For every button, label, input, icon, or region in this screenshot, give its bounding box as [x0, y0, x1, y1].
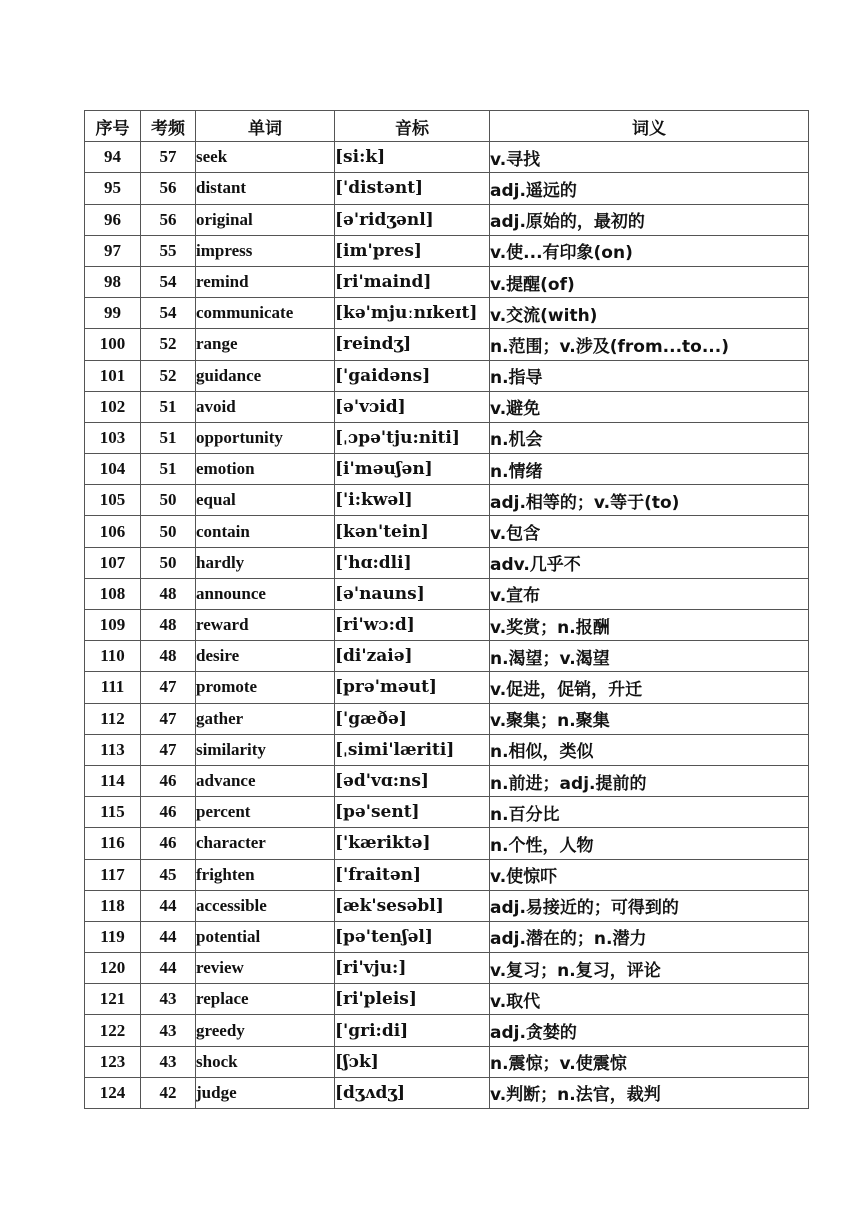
row-index: 94 — [85, 142, 141, 173]
table-header-row — [85, 111, 809, 142]
row-word: character — [196, 828, 335, 859]
row-phonetic: ['gæðə] — [335, 703, 490, 734]
row-index: 123 — [85, 1046, 141, 1077]
row-frequency: 51 — [141, 454, 196, 485]
header-definition: 词义 — [490, 111, 809, 142]
row-index: 124 — [85, 1077, 141, 1108]
row-phonetic: [im'pres] — [335, 235, 490, 266]
table-row — [85, 454, 809, 485]
row-phonetic: [pə'tenʃəl] — [335, 921, 490, 952]
row-phonetic: ['i:kwəl] — [335, 485, 490, 516]
row-index: 119 — [85, 921, 141, 952]
row-phonetic: [ə'ridʒənl] — [335, 204, 490, 235]
row-definition: v.包含 — [490, 516, 809, 547]
row-word: hardly — [196, 547, 335, 578]
table-row — [85, 485, 809, 516]
row-phonetic: [ə'vɔid] — [335, 391, 490, 422]
row-index: 114 — [85, 765, 141, 796]
row-word: advance — [196, 765, 335, 796]
row-index: 111 — [85, 672, 141, 703]
row-phonetic: ['kæriktə] — [335, 828, 490, 859]
row-frequency: 56 — [141, 204, 196, 235]
row-phonetic: [prə'məut] — [335, 672, 490, 703]
row-definition: v.交流(with) — [490, 298, 809, 329]
row-index: 103 — [85, 422, 141, 453]
row-word: accessible — [196, 890, 335, 921]
row-frequency: 48 — [141, 578, 196, 609]
row-frequency: 51 — [141, 422, 196, 453]
table-row — [85, 142, 809, 173]
table-row — [85, 703, 809, 734]
row-frequency: 44 — [141, 921, 196, 952]
row-phonetic: [di'zaiə] — [335, 641, 490, 672]
row-definition: n.机会 — [490, 422, 809, 453]
row-word: promote — [196, 672, 335, 703]
table-row — [85, 1077, 809, 1108]
header-phonetic: 音标 — [335, 111, 490, 142]
table-row — [85, 610, 809, 641]
row-definition: n.前进；adj.提前的 — [490, 765, 809, 796]
table-row — [85, 953, 809, 984]
row-word: impress — [196, 235, 335, 266]
table-row — [85, 360, 809, 391]
row-frequency: 50 — [141, 485, 196, 516]
row-phonetic: [ri'maind] — [335, 266, 490, 297]
row-index: 102 — [85, 391, 141, 422]
table-row — [85, 1015, 809, 1046]
row-definition: v.奖赏；n.报酬 — [490, 610, 809, 641]
row-index: 117 — [85, 859, 141, 890]
row-word: judge — [196, 1077, 335, 1108]
row-phonetic: ['gaidəns] — [335, 360, 490, 391]
table-row — [85, 516, 809, 547]
row-frequency: 43 — [141, 984, 196, 1015]
row-word: range — [196, 329, 335, 360]
row-phonetic: [əd'vɑ:ns] — [335, 765, 490, 796]
row-frequency: 46 — [141, 765, 196, 796]
row-index: 99 — [85, 298, 141, 329]
row-word: emotion — [196, 454, 335, 485]
row-index: 108 — [85, 578, 141, 609]
table-row — [85, 1046, 809, 1077]
row-phonetic: [ə'nauns] — [335, 578, 490, 609]
row-frequency: 48 — [141, 610, 196, 641]
row-phonetic: [dʒʌdʒ] — [335, 1077, 490, 1108]
row-definition: adj.遥远的 — [490, 173, 809, 204]
row-word: potential — [196, 921, 335, 952]
row-word: equal — [196, 485, 335, 516]
row-frequency: 45 — [141, 859, 196, 890]
row-definition: adj.易接近的；可得到的 — [490, 890, 809, 921]
row-word: greedy — [196, 1015, 335, 1046]
row-frequency: 54 — [141, 298, 196, 329]
row-definition: adj.相等的；v.等于(to) — [490, 485, 809, 516]
row-word: original — [196, 204, 335, 235]
row-word: guidance — [196, 360, 335, 391]
row-definition: v.寻找 — [490, 142, 809, 173]
table-row — [85, 984, 809, 1015]
row-frequency: 47 — [141, 672, 196, 703]
row-word: avoid — [196, 391, 335, 422]
row-word: reward — [196, 610, 335, 641]
row-word: remind — [196, 266, 335, 297]
row-word: distant — [196, 173, 335, 204]
row-phonetic: [ʃɔk] — [335, 1046, 490, 1077]
row-word: desire — [196, 641, 335, 672]
row-definition: v.提醒(of) — [490, 266, 809, 297]
row-definition: v.使惊吓 — [490, 859, 809, 890]
row-index: 95 — [85, 173, 141, 204]
row-word: frighten — [196, 859, 335, 890]
row-definition: adj.潜在的；n.潜力 — [490, 921, 809, 952]
table-row — [85, 298, 809, 329]
row-index: 97 — [85, 235, 141, 266]
row-definition: v.复习；n.复习，评论 — [490, 953, 809, 984]
row-index: 109 — [85, 610, 141, 641]
row-frequency: 48 — [141, 641, 196, 672]
row-frequency: 44 — [141, 953, 196, 984]
table-row — [85, 672, 809, 703]
row-frequency: 54 — [141, 266, 196, 297]
vocabulary-table — [84, 110, 809, 1109]
row-frequency: 44 — [141, 890, 196, 921]
row-phonetic: [ˌsimi'læriti] — [335, 734, 490, 765]
row-definition: n.百分比 — [490, 797, 809, 828]
row-word: gather — [196, 703, 335, 734]
row-frequency: 47 — [141, 734, 196, 765]
header-frequency: 考频 — [141, 111, 196, 142]
row-index: 106 — [85, 516, 141, 547]
row-index: 120 — [85, 953, 141, 984]
row-phonetic: [ri'wɔ:d] — [335, 610, 490, 641]
table-row — [85, 578, 809, 609]
row-index: 110 — [85, 641, 141, 672]
row-frequency: 42 — [141, 1077, 196, 1108]
row-definition: v.使...有印象(on) — [490, 235, 809, 266]
table-row — [85, 173, 809, 204]
table-row — [85, 921, 809, 952]
row-phonetic: [ri'vju:] — [335, 953, 490, 984]
row-definition: v.聚集；n.聚集 — [490, 703, 809, 734]
row-phonetic: [æk'sesəbl] — [335, 890, 490, 921]
table-row — [85, 422, 809, 453]
row-word: opportunity — [196, 422, 335, 453]
row-phonetic: [reindʒ] — [335, 329, 490, 360]
row-word: similarity — [196, 734, 335, 765]
table-row — [85, 204, 809, 235]
row-word: communicate — [196, 298, 335, 329]
row-frequency: 52 — [141, 360, 196, 391]
row-definition: v.避免 — [490, 391, 809, 422]
row-word: announce — [196, 578, 335, 609]
row-frequency: 50 — [141, 547, 196, 578]
row-phonetic: [ri'pleis] — [335, 984, 490, 1015]
row-definition: v.宣布 — [490, 578, 809, 609]
row-word: seek — [196, 142, 335, 173]
row-word: shock — [196, 1046, 335, 1077]
table-row — [85, 890, 809, 921]
row-index: 104 — [85, 454, 141, 485]
row-index: 100 — [85, 329, 141, 360]
row-definition: v.判断；n.法官，裁判 — [490, 1077, 809, 1108]
row-phonetic: [si:k] — [335, 142, 490, 173]
row-definition: n.指导 — [490, 360, 809, 391]
row-definition: adj.贪婪的 — [490, 1015, 809, 1046]
row-index: 113 — [85, 734, 141, 765]
table-row — [85, 641, 809, 672]
row-frequency: 47 — [141, 703, 196, 734]
row-phonetic: [kən'tein] — [335, 516, 490, 547]
row-frequency: 43 — [141, 1015, 196, 1046]
row-index: 101 — [85, 360, 141, 391]
row-index: 105 — [85, 485, 141, 516]
row-definition: n.相似，类似 — [490, 734, 809, 765]
table-row — [85, 859, 809, 890]
row-frequency: 55 — [141, 235, 196, 266]
row-definition: adv.几乎不 — [490, 547, 809, 578]
table-row — [85, 828, 809, 859]
row-definition: n.渴望；v.渴望 — [490, 641, 809, 672]
row-phonetic: ['hɑ:dli] — [335, 547, 490, 578]
row-definition: n.震惊；v.使震惊 — [490, 1046, 809, 1077]
row-phonetic: [kə'mjuːnɪkeɪt] — [335, 298, 490, 329]
table-row — [85, 266, 809, 297]
row-frequency: 51 — [141, 391, 196, 422]
row-definition: adj.原始的，最初的 — [490, 204, 809, 235]
table-row — [85, 391, 809, 422]
table-body — [85, 142, 809, 1109]
row-word: percent — [196, 797, 335, 828]
row-frequency: 52 — [141, 329, 196, 360]
row-index: 118 — [85, 890, 141, 921]
row-phonetic: ['distənt] — [335, 173, 490, 204]
row-phonetic: [pə'sent] — [335, 797, 490, 828]
row-frequency: 46 — [141, 828, 196, 859]
row-index: 112 — [85, 703, 141, 734]
row-frequency: 43 — [141, 1046, 196, 1077]
row-phonetic: ['gri:di] — [335, 1015, 490, 1046]
row-definition: v.促进，促销，升迁 — [490, 672, 809, 703]
header-word: 单词 — [196, 111, 335, 142]
row-phonetic: ['fraitən] — [335, 859, 490, 890]
row-definition: n.范围；v.涉及(from...to...) — [490, 329, 809, 360]
table-row — [85, 765, 809, 796]
row-index: 98 — [85, 266, 141, 297]
row-frequency: 56 — [141, 173, 196, 204]
row-word: replace — [196, 984, 335, 1015]
row-frequency: 50 — [141, 516, 196, 547]
row-word: contain — [196, 516, 335, 547]
row-phonetic: [i'məuʃən] — [335, 454, 490, 485]
row-frequency: 46 — [141, 797, 196, 828]
table-row — [85, 547, 809, 578]
table-row — [85, 797, 809, 828]
row-index: 115 — [85, 797, 141, 828]
row-frequency: 57 — [141, 142, 196, 173]
row-index: 122 — [85, 1015, 141, 1046]
row-index: 121 — [85, 984, 141, 1015]
row-definition: v.取代 — [490, 984, 809, 1015]
row-index: 107 — [85, 547, 141, 578]
table-row — [85, 329, 809, 360]
row-phonetic: [ˌɔpə'tju:niti] — [335, 422, 490, 453]
table-row — [85, 734, 809, 765]
row-word: review — [196, 953, 335, 984]
row-definition: n.个性，人物 — [490, 828, 809, 859]
row-index: 116 — [85, 828, 141, 859]
header-index: 序号 — [85, 111, 141, 142]
row-definition: n.情绪 — [490, 454, 809, 485]
row-index: 96 — [85, 204, 141, 235]
table-row — [85, 235, 809, 266]
